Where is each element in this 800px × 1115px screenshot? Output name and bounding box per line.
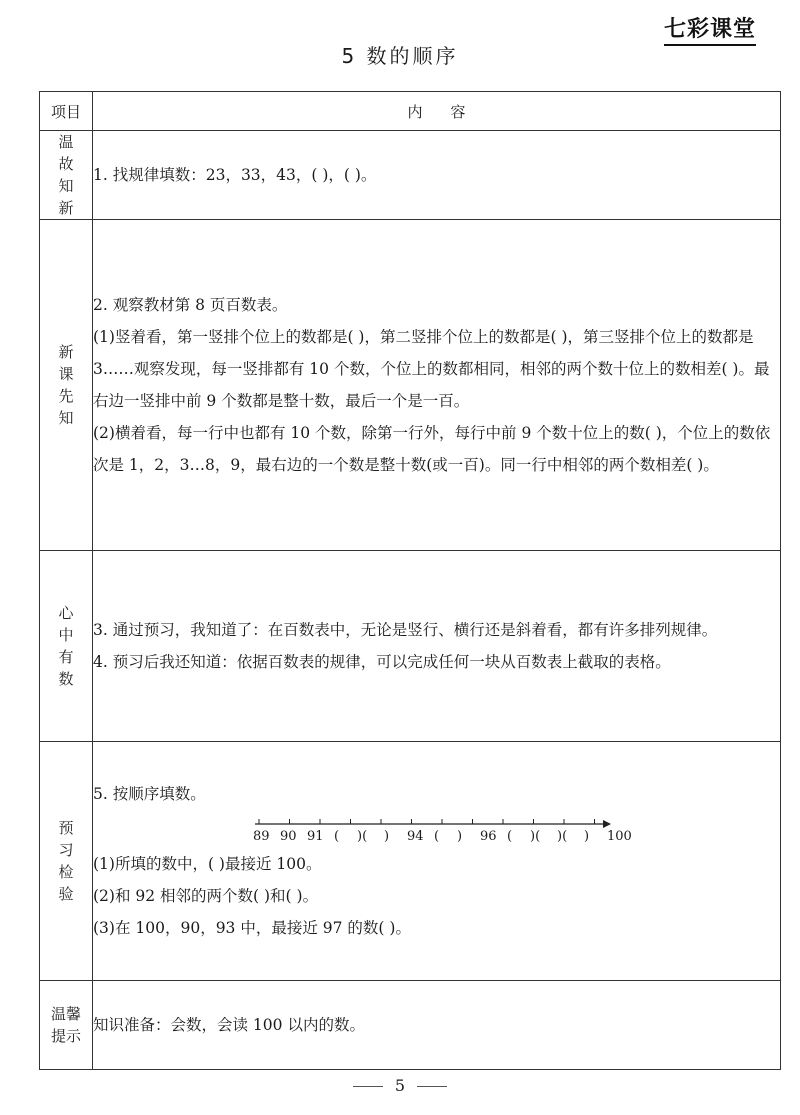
table-row — [40, 742, 781, 981]
number-line-label: 89 — [253, 829, 270, 844]
question-3: 3. 通过预习，我知道了：在百数表中，无论是竖行、横行还是斜着看，都有许多排列规律。 — [93, 621, 718, 639]
number-line-label: ) — [584, 829, 590, 844]
table-row — [40, 220, 781, 551]
page-number — [0, 1076, 800, 1095]
page-title: 5 数的顺序 — [341, 44, 459, 68]
question-2-part-1: (1)竖着看，第一竖排个位上的数都是( )，第二竖排个位上的数都是( )，第三竖排个位上的数都是 3……观察发现，每一竖排都有 10 个数，个位上的数都相同，相邻的两个数十位上的数相差( )。最右边一竖排中前 9 个数都是整十数，最后一个是一百。 — [93, 328, 770, 410]
row-label-in-mind: 心中有数 — [58, 604, 74, 688]
table-row — [40, 551, 781, 742]
question-5: 5. 按顺序填数。 — [93, 785, 206, 803]
table-header-row — [40, 92, 781, 131]
number-line-label: 100 — [607, 829, 632, 844]
question-4: 4. 预习后我还知道：依据百数表的规律，可以完成任何一块从百数表上截取的表格。 — [93, 653, 671, 671]
row-label-cell — [40, 131, 93, 220]
number-line — [253, 816, 780, 844]
lesson-table — [39, 91, 781, 1070]
tip-text: 知识准备：会数，会读 100 以内的数。 — [93, 1016, 365, 1034]
header-content: 内容 — [93, 92, 781, 131]
number-line-label: )( — [530, 829, 541, 844]
number-line-label: ( — [434, 829, 440, 844]
row-label-tips: 温馨提示 — [50, 1005, 81, 1045]
number-line-label: ) — [457, 829, 463, 844]
row-content — [93, 981, 781, 1070]
number-line-label: 94 — [407, 829, 424, 844]
number-line-label: )( — [557, 829, 568, 844]
number-line-label: ( — [507, 829, 513, 844]
number-line-label: ( — [334, 829, 340, 844]
number-line-label: 90 — [280, 829, 297, 844]
row-label-review: 温故知新 — [58, 133, 74, 217]
number-line-label: )( — [357, 829, 368, 844]
row-label-cell — [40, 742, 93, 981]
row-label-check: 预习检验 — [58, 819, 74, 903]
page-dash-left — [353, 1086, 383, 1087]
row-content — [93, 131, 781, 220]
number-line-svg — [253, 816, 632, 844]
row-label-new-lesson: 新课先知 — [58, 343, 74, 427]
table-row — [40, 131, 781, 220]
question-2: 2. 观察教材第 8 页百数表。 — [93, 296, 288, 314]
question-5-part-3: (3)在 100，90，93 中，最接近 97 的数( )。 — [93, 919, 411, 937]
number-line-label: 91 — [307, 829, 324, 844]
number-line-label: ) — [384, 829, 390, 844]
row-label-cell — [40, 220, 93, 551]
table-row — [40, 981, 781, 1070]
page-number-text: 5 — [394, 1076, 406, 1095]
number-line-arrow-icon — [603, 820, 611, 828]
question-2-part-2: (2)横着看，每一行中也都有 10 个数，除第一行外，每行中前 9 个数十位上的数( )，个位上的数依次是 1，2，3…8，9，最右边的一个数是整十数(或一百)。同一行中相邻的两个数相差( )。 — [93, 424, 771, 474]
page-dash-right — [417, 1086, 447, 1087]
question-1: 1. 找规律填数：23，33，43，( )，( )。 — [93, 166, 377, 184]
header-item: 项目 — [40, 92, 93, 131]
row-content — [93, 551, 781, 742]
question-5-part-1: (1)所填的数中，( )最接近 100。 — [93, 855, 322, 873]
brand-logo: 七彩课堂 — [664, 12, 756, 46]
row-content — [93, 742, 781, 981]
row-content — [93, 220, 781, 551]
row-label-cell — [40, 551, 93, 742]
question-5-part-2: (2)和 92 相邻的两个数( )和( )。 — [93, 887, 319, 905]
number-line-label: 96 — [480, 829, 497, 844]
row-label-cell — [40, 981, 93, 1070]
